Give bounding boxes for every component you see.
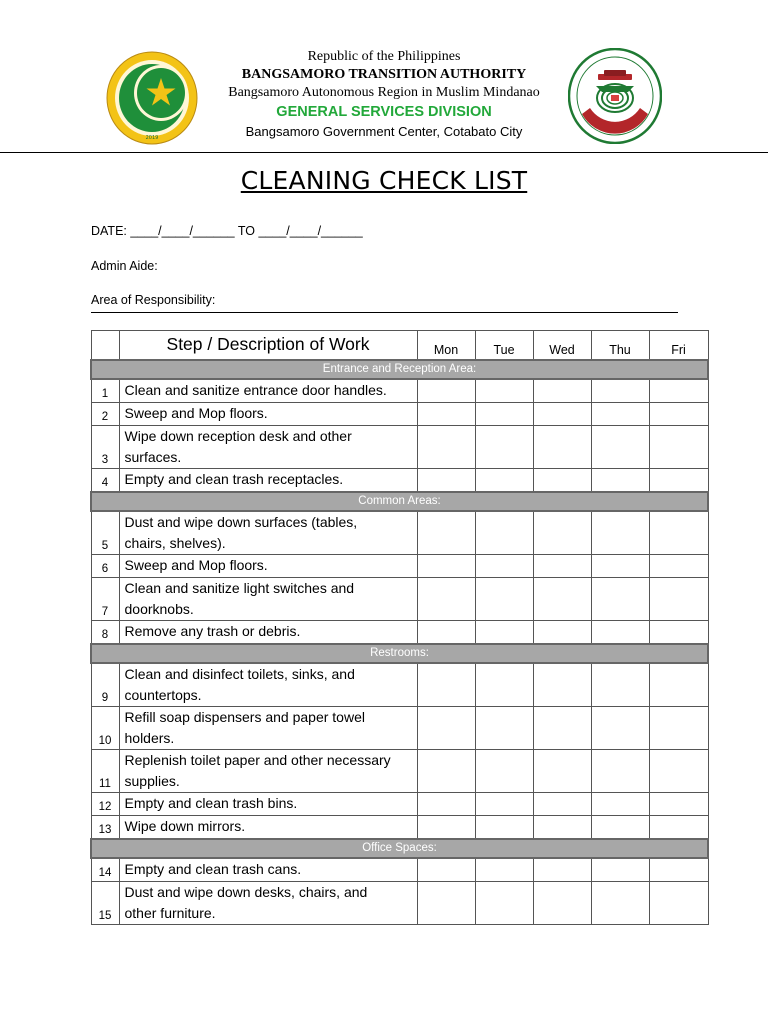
step-number: 15 bbox=[91, 881, 119, 924]
check-cell-thu[interactable] bbox=[591, 663, 649, 707]
step-description-line: Dust and wipe down desks, chairs, and bbox=[124, 883, 368, 900]
header-description-cell: Step / Description of Work bbox=[119, 331, 417, 360]
check-cell-tue[interactable] bbox=[475, 749, 533, 792]
check-cell-tue[interactable] bbox=[475, 402, 533, 425]
authority-line: BANGSAMORO TRANSITION AUTHORITY bbox=[241, 67, 527, 82]
table-row bbox=[91, 577, 708, 620]
check-cell-mon[interactable] bbox=[417, 663, 475, 707]
area-underline bbox=[91, 312, 678, 313]
table-row bbox=[91, 511, 708, 555]
section-row bbox=[91, 839, 708, 858]
section-title: Entrance and Reception Area: bbox=[91, 360, 708, 379]
step-description bbox=[119, 402, 417, 425]
check-cell-mon[interactable] bbox=[417, 749, 475, 792]
step-number: 14 bbox=[91, 858, 119, 882]
check-cell-tue[interactable] bbox=[475, 577, 533, 620]
check-cell-mon[interactable] bbox=[417, 402, 475, 425]
check-cell-mon[interactable] bbox=[417, 881, 475, 924]
step-description-line: Empty and clean trash bins. bbox=[124, 795, 298, 811]
table-row bbox=[91, 706, 708, 749]
check-cell-mon[interactable] bbox=[417, 815, 475, 839]
step-number: 1 bbox=[91, 379, 119, 403]
section-title: Common Areas: bbox=[91, 492, 708, 511]
step-description bbox=[119, 858, 417, 882]
header-day-wed: Wed bbox=[533, 331, 591, 360]
check-cell-tue[interactable] bbox=[475, 858, 533, 882]
check-cell-wed[interactable] bbox=[533, 402, 591, 425]
table-row bbox=[91, 554, 708, 577]
table-row bbox=[91, 792, 708, 815]
step-description bbox=[119, 815, 417, 839]
table-header-row bbox=[91, 331, 708, 360]
check-cell-wed[interactable] bbox=[533, 749, 591, 792]
check-cell-tue[interactable] bbox=[475, 663, 533, 707]
check-cell-thu[interactable] bbox=[591, 620, 649, 644]
check-cell-thu[interactable] bbox=[591, 706, 649, 749]
check-cell-wed[interactable] bbox=[533, 815, 591, 839]
check-cell-fri[interactable] bbox=[649, 815, 708, 839]
step-number: 2 bbox=[91, 402, 119, 425]
check-cell-thu[interactable] bbox=[591, 815, 649, 839]
header-day-mon: Mon bbox=[417, 331, 475, 360]
table-row bbox=[91, 749, 708, 792]
table-row bbox=[91, 881, 708, 924]
step-description-line: countertops. bbox=[124, 686, 202, 703]
check-cell-mon[interactable] bbox=[417, 468, 475, 492]
page-title: CLEANING CHECK LIST bbox=[240, 166, 528, 195]
check-cell-tue[interactable] bbox=[475, 620, 533, 644]
check-cell-mon[interactable] bbox=[417, 858, 475, 882]
check-cell-mon[interactable] bbox=[417, 792, 475, 815]
country-line: Republic of the Philippines bbox=[307, 49, 461, 64]
check-cell-wed[interactable] bbox=[533, 881, 591, 924]
table-row bbox=[91, 468, 708, 492]
step-description-line: Clean and sanitize entrance door handles. bbox=[124, 382, 387, 398]
step-description bbox=[119, 468, 417, 492]
check-cell-wed[interactable] bbox=[533, 425, 591, 468]
check-cell-wed[interactable] bbox=[533, 858, 591, 882]
step-number: 6 bbox=[91, 554, 119, 577]
check-cell-fri[interactable] bbox=[649, 881, 708, 924]
check-cell-thu[interactable] bbox=[591, 858, 649, 882]
table-row bbox=[91, 858, 708, 882]
check-cell-thu[interactable] bbox=[591, 511, 649, 555]
step-number: 7 bbox=[91, 577, 119, 620]
step-description-line: Replenish toilet paper and other necessary bbox=[124, 751, 391, 768]
check-cell-tue[interactable] bbox=[475, 379, 533, 403]
check-cell-thu[interactable] bbox=[591, 379, 649, 403]
section-title: Restrooms: bbox=[91, 644, 708, 663]
check-cell-fri[interactable] bbox=[649, 749, 708, 792]
letterhead bbox=[0, 0, 768, 155]
check-cell-fri[interactable] bbox=[649, 511, 708, 555]
step-number: 11 bbox=[91, 749, 119, 792]
check-cell-tue[interactable] bbox=[475, 792, 533, 815]
region-line: Bangsamoro Autonomous Region in Muslim Mindanao bbox=[228, 85, 540, 100]
address-line: Bangsamoro Government Center, Cotabato City bbox=[245, 124, 523, 139]
step-description bbox=[119, 620, 417, 644]
check-cell-wed[interactable] bbox=[533, 706, 591, 749]
check-cell-wed[interactable] bbox=[533, 379, 591, 403]
step-description-line: Refill soap dispensers and paper towel bbox=[124, 708, 365, 725]
check-cell-fri[interactable] bbox=[649, 620, 708, 644]
area-of-responsibility-field: Area of Responsibility: bbox=[91, 293, 216, 307]
section-title: Office Spaces: bbox=[91, 839, 708, 858]
step-number: 9 bbox=[91, 663, 119, 707]
check-cell-wed[interactable] bbox=[533, 511, 591, 555]
step-description-line: other furniture. bbox=[124, 904, 216, 921]
check-cell-fri[interactable] bbox=[649, 706, 708, 749]
check-cell-mon[interactable] bbox=[417, 554, 475, 577]
step-description-line: Sweep and Mop floors. bbox=[124, 405, 268, 421]
header-day-tue: Tue bbox=[475, 331, 533, 360]
check-cell-thu[interactable] bbox=[591, 792, 649, 815]
date-field: DATE: ____/____/______ TO ____/____/______ bbox=[91, 224, 363, 238]
table-row bbox=[91, 620, 708, 644]
check-cell-thu[interactable] bbox=[591, 402, 649, 425]
check-cell-tue[interactable] bbox=[475, 815, 533, 839]
check-cell-tue[interactable] bbox=[475, 554, 533, 577]
section-row bbox=[91, 492, 708, 511]
check-cell-thu[interactable] bbox=[591, 749, 649, 792]
table-row bbox=[91, 663, 708, 707]
table-row bbox=[91, 379, 708, 403]
header-day-thu: Thu bbox=[591, 331, 649, 360]
step-description-line: Wipe down reception desk and other bbox=[124, 427, 352, 444]
check-cell-tue[interactable] bbox=[475, 511, 533, 555]
letterhead-text bbox=[200, 48, 568, 141]
step-description-line: Clean and disinfect toilets, sinks, and bbox=[124, 665, 355, 682]
check-cell-wed[interactable] bbox=[533, 792, 591, 815]
division-line: GENERAL SERVICES DIVISION bbox=[276, 104, 492, 120]
step-description bbox=[119, 881, 417, 924]
check-cell-fri[interactable] bbox=[649, 554, 708, 577]
step-description-line: Empty and clean trash receptacles. bbox=[124, 471, 344, 487]
check-cell-wed[interactable] bbox=[533, 468, 591, 492]
step-description bbox=[119, 425, 417, 468]
check-cell-thu[interactable] bbox=[591, 577, 649, 620]
step-number: 5 bbox=[91, 511, 119, 555]
check-cell-thu[interactable] bbox=[591, 425, 649, 468]
check-cell-wed[interactable] bbox=[533, 554, 591, 577]
check-cell-fri[interactable] bbox=[649, 402, 708, 425]
header-day-fri: Fri bbox=[649, 331, 708, 360]
check-cell-tue[interactable] bbox=[475, 425, 533, 468]
step-description-line: Dust and wipe down surfaces (tables, bbox=[124, 513, 358, 530]
check-cell-mon[interactable] bbox=[417, 511, 475, 555]
check-cell-fri[interactable] bbox=[649, 577, 708, 620]
check-cell-fri[interactable] bbox=[649, 792, 708, 815]
step-description bbox=[119, 792, 417, 815]
check-cell-mon[interactable] bbox=[417, 706, 475, 749]
step-description-line: Sweep and Mop floors. bbox=[124, 557, 268, 573]
check-cell-mon[interactable] bbox=[417, 379, 475, 403]
header-divider bbox=[0, 152, 768, 153]
table-row bbox=[91, 402, 708, 425]
check-cell-mon[interactable] bbox=[417, 425, 475, 468]
step-description bbox=[119, 663, 417, 707]
check-cell-mon[interactable] bbox=[417, 620, 475, 644]
check-cell-thu[interactable] bbox=[591, 881, 649, 924]
section-row bbox=[91, 360, 708, 379]
check-cell-tue[interactable] bbox=[475, 881, 533, 924]
seal-year: 2019 bbox=[145, 135, 159, 141]
step-number: 10 bbox=[91, 706, 119, 749]
bangsamoro-seal-icon bbox=[106, 50, 198, 146]
checklist-body bbox=[91, 360, 708, 925]
step-description bbox=[119, 511, 417, 555]
step-description-line: chairs, shelves). bbox=[124, 534, 226, 551]
check-cell-thu[interactable] bbox=[591, 468, 649, 492]
check-cell-fri[interactable] bbox=[649, 379, 708, 403]
step-number: 4 bbox=[91, 468, 119, 492]
check-cell-tue[interactable] bbox=[475, 706, 533, 749]
check-cell-fri[interactable] bbox=[649, 663, 708, 707]
step-description-line: doorknobs. bbox=[124, 600, 194, 617]
check-cell-fri[interactable] bbox=[649, 468, 708, 492]
check-cell-fri[interactable] bbox=[649, 858, 708, 882]
cleaning-checklist-table bbox=[90, 330, 709, 925]
step-description-line: Remove any trash or debris. bbox=[124, 623, 301, 639]
step-number: 3 bbox=[91, 425, 119, 468]
check-cell-wed[interactable] bbox=[533, 620, 591, 644]
check-cell-thu[interactable] bbox=[591, 554, 649, 577]
step-description-line: holders. bbox=[124, 729, 175, 746]
step-description-line: Wipe down mirrors. bbox=[124, 818, 246, 834]
step-number: 8 bbox=[91, 620, 119, 644]
step-description-line: surfaces. bbox=[124, 448, 182, 465]
section-row bbox=[91, 644, 708, 663]
check-cell-wed[interactable] bbox=[533, 663, 591, 707]
step-description-line: Empty and clean trash cans. bbox=[124, 861, 302, 877]
step-description bbox=[119, 749, 417, 792]
admin-aide-field: Admin Aide: bbox=[91, 259, 158, 273]
check-cell-wed[interactable] bbox=[533, 577, 591, 620]
step-number: 13 bbox=[91, 815, 119, 839]
step-description bbox=[119, 554, 417, 577]
step-description bbox=[119, 706, 417, 749]
step-description bbox=[119, 379, 417, 403]
step-description-line: Clean and sanitize light switches and bbox=[124, 579, 355, 596]
header-number-cell bbox=[91, 331, 119, 360]
step-description bbox=[119, 577, 417, 620]
check-cell-mon[interactable] bbox=[417, 577, 475, 620]
check-cell-fri[interactable] bbox=[649, 425, 708, 468]
step-description-line: supplies. bbox=[124, 772, 180, 789]
table-row bbox=[91, 815, 708, 839]
table-row bbox=[91, 425, 708, 468]
bangsamoro-parliament-seal-icon bbox=[568, 48, 662, 144]
step-number: 12 bbox=[91, 792, 119, 815]
check-cell-tue[interactable] bbox=[475, 468, 533, 492]
